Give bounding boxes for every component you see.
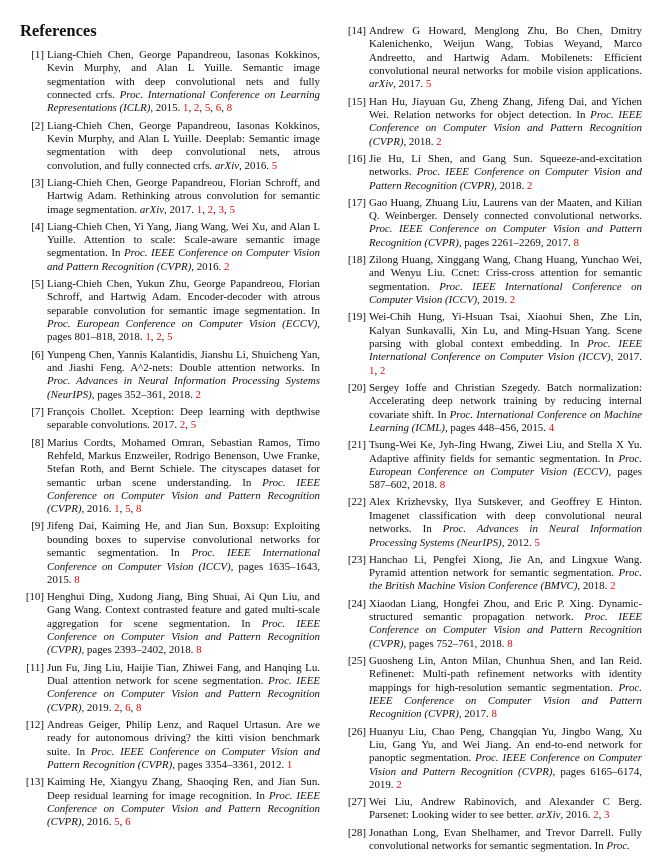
reference-venue: arXiv: [214, 159, 240, 172]
page-backref-link[interactable]: , 5: [185, 419, 196, 431]
reference-entry: [342, 197, 642, 250]
reference-venue: Proc. IEEE Conference on Computer Vision and Pattern Recognition (CVPR): [47, 617, 320, 657]
reference-authors-title: Hanchao Li, Pengfei Xiong, Jie An, and Lingxue Wang. Pyramid attention network for semantic segmentation.: [369, 553, 642, 580]
reference-number: [5]: [31, 278, 44, 291]
reference-entry: [20, 221, 320, 274]
reference-number: [22]: [347, 496, 366, 509]
page-backref-link[interactable]: 5: [534, 536, 540, 549]
reference-entry: [342, 96, 642, 149]
reference-pages-year: , 2017.: [164, 203, 197, 216]
reference-pages-year: , pages 2261–2269, 2017.: [458, 236, 574, 249]
reference-venue: Proc. IEEE International Conference on Computer Vision (ICCV): [369, 280, 642, 307]
reference-authors-title: Wei-Chih Hung, Yi-Hsuan Tsai, Xiaohui Shen, Zhe Lin, Kalyan Sunkavalli, Xin Lu, and Ming-Hsuan Yang. Scene parsing with global context embedding. In: [369, 311, 642, 351]
reference-authors-title: Liang-Chieh Chen, George Papandreou, Iasonas Kokkinos, Kevin Murphy, and Alan L Yuille. Semantic image segmentation with deep convolutional nets and fully connected crfs.: [47, 49, 320, 102]
reference-authors-title: Yunpeng Chen, Yannis Kalantidis, Jianshu Li, Shuicheng Yan, and Jiashi Feng. A^2-nets: Double attention networks. In: [47, 348, 320, 375]
page-backref-link[interactable]: , 2: [188, 102, 199, 114]
reference-pages-year: , pages 352–361, 2018.: [91, 388, 196, 401]
page-backref-link[interactable]: , 8: [221, 102, 232, 114]
reference-venue: Proc. European Conference on Computer Vision (ECCV): [369, 452, 642, 478]
reference-venue: Proc. European Conference on Computer Vision (ECCV): [47, 318, 318, 331]
reference-pages-year: , 2015.: [150, 102, 184, 115]
reference-venue: Proc. IEEE Conference on Computer Vision and Pattern Recognition (CVPR): [369, 611, 643, 650]
reference-number: [26]: [347, 725, 366, 738]
page-backref-link[interactable]: , 5: [224, 204, 235, 216]
reference-authors-title: Liang-Chieh Chen, George Papandreou, Florian Schroff, and Hartwig Adam. Rethinking atrous convolution for semantic image segmentation.: [47, 176, 320, 216]
reference-number: [23]: [347, 553, 366, 566]
page-backref-link[interactable]: 8: [439, 479, 446, 492]
page-backref-link[interactable]: , 2: [202, 204, 213, 216]
page-backref-link[interactable]: 2: [610, 580, 616, 593]
reference-entry: [342, 311, 642, 378]
reference-entry: [342, 655, 642, 722]
reference-authors-title: Liang-Chieh Chen, Yukun Zhu, George Papandreou, Florian Schroff, and Hartwig Adam. Encoder-decoder with atrous separable convolution for semantic image segmentation. In: [47, 278, 320, 317]
page-backref-link[interactable]: 2: [396, 778, 402, 791]
reference-number: [17]: [347, 196, 366, 209]
reference-number: [14]: [347, 25, 366, 37]
page-backref-link[interactable]: , 6: [120, 816, 131, 828]
reference-pages-year: , pages 1635–1643, 2015.: [47, 560, 320, 586]
reference-pages-year: , pages 801–818, 2018.: [47, 318, 320, 344]
reference-entry: [20, 177, 320, 217]
reference-number: [13]: [25, 776, 44, 789]
reference-venue: Proc. International Conference on Learning Representations (ICLR): [47, 89, 320, 115]
reference-number: [28]: [347, 826, 366, 839]
reference-authors-title: Guosheng Lin, Anton Milan, Chunhua Shen, and Ian Reid. Refinenet: Multi-path refinement networks with identity mappings for high-resolution semantic segmentation.: [369, 654, 642, 694]
reference-pages-year: , 2016.: [191, 260, 224, 273]
left-column: [20, 0, 320, 833]
reference-entry: [20, 776, 320, 829]
reference-pages-year: , pages 587–602, 2018.: [369, 465, 642, 492]
reference-entry: [342, 598, 642, 651]
page-backref-link[interactable]: 1: [114, 503, 120, 516]
page-backref-link[interactable]: , 6: [120, 702, 131, 714]
reference-authors-title: Huanyu Liu, Chao Peng, Changqian Yu, Jingbo Wang, Xu Liu, Gang Yu, and Wei Jiang. An end-to-end network for panoptic segmentation.: [369, 725, 642, 765]
reference-entry: [20, 349, 320, 402]
reference-entry: [20, 406, 320, 433]
page-backref-link[interactable]: 2: [195, 388, 201, 401]
reference-authors-title: Wei Liu, Andrew Rabinovich, and Alexander C Berg. Parsenet: Looking wider to see better.: [369, 796, 642, 822]
reference-list-left: [20, 49, 320, 830]
reference-authors-title: Jifeng Dai, Kaiming He, and Jian Sun. Boxsup: Exploiting bounding boxes to supervise convolutional networks for semantic segmentation. In: [47, 520, 320, 560]
reference-entry: [20, 278, 320, 345]
page-backref-link[interactable]: 8: [74, 573, 80, 586]
reference-pages-year: , pages 6165–6174, 2019.: [369, 765, 643, 791]
reference-venue: Proc. the British Machine Vision Conference (BMVC): [369, 567, 642, 593]
reference-number: [18]: [347, 254, 366, 267]
reference-authors-title: Andrew G Howard, Menglong Zhu, Bo Chen, Dmitry Kalenichenko, Weijun Wang, Tobias Weyand, Marco Andreetto, and Hartwig Adam. Mobilenets: Efficient convolutional neural networks for mobile vision applications.: [369, 25, 642, 78]
page-backref-link[interactable]: 4: [548, 421, 555, 434]
reference-number: [16]: [347, 152, 366, 165]
reference-pages-year: , pages 3354–3361, 2012.: [172, 758, 287, 771]
reference-authors-title: Han Hu, Jiayuan Gu, Zheng Zhang, Jifeng Dai, and Yichen Wei. Relation networks for object detection. In: [369, 95, 642, 121]
reference-venue: Proc. IEEE International Conference on Computer Vision (ICCV): [369, 338, 642, 364]
reference-venue: arXiv: [369, 78, 394, 91]
reference-pages-year: , 2016.: [239, 159, 272, 172]
reference-venue: Proc. IEEE Conference on Computer Vision and Pattern Recognition (CVPR): [47, 789, 320, 829]
reference-number: [15]: [347, 95, 366, 108]
reference-authors-title: Sergey Ioffe and Christian Szegedy. Batch normalization: Accelerating deep network training by reducing internal covariate shift. In: [369, 381, 642, 421]
reference-venue: Proc. IEEE Conference on Computer Vision and Pattern Recognition (CVPR): [47, 675, 320, 714]
page-backref-link[interactable]: , 3: [599, 809, 610, 821]
reference-pages-year: , 2017.: [393, 78, 426, 91]
reference-number: [9]: [31, 520, 44, 533]
reference-pages-year: , pages 752–761, 2018.: [403, 637, 508, 650]
references-heading: References: [20, 21, 97, 40]
reference-authors-title: Marius Cordts, Mohamed Omran, Sebastian Ramos, Timo Rehfeld, Markus Enzweiler, Rodrigo Benenson, Uwe Franke, Stefan Roth, and Bernt Schiele. The cityscapes dataset for semantic urban scene understanding. In: [47, 436, 320, 489]
reference-entry: [20, 662, 320, 715]
page-backref-link[interactable]: 2: [593, 809, 599, 822]
reference-venue: Proc. IEEE Conference on Computer Vision and Pattern Recognition (CVPR): [369, 108, 643, 148]
reference-number: [4]: [31, 220, 44, 233]
reference-venue: Proc. IEEE Conference on Computer Vision and Pattern Recognition (CVPR): [47, 247, 320, 273]
reference-pages-year: , 2016.: [81, 503, 115, 516]
page-backref-link[interactable]: , 3: [213, 204, 224, 216]
page-backref-link[interactable]: 8: [573, 236, 579, 249]
reference-entry: [342, 254, 642, 307]
page-backref-link[interactable]: 5: [114, 816, 120, 829]
reference-number: [10]: [25, 591, 44, 604]
page-backref-link[interactable]: 1: [145, 331, 151, 344]
reference-venue: Proc. IEEE Conference on Computer Vision and Pattern Recognition (CVPR): [369, 681, 642, 721]
reference-pages-year: , 2018.: [577, 580, 611, 593]
reference-number: [20]: [347, 381, 366, 394]
reference-entry: [342, 25, 642, 92]
reference-number: [24]: [347, 597, 366, 610]
reference-authors-title: François Chollet. Xception: Deep learning with depthwise separable convolutions. 2017.: [47, 405, 320, 432]
reference-entry: [342, 827, 642, 854]
reference-pages-year: , 2016.: [81, 816, 115, 829]
reference-authors-title: Liang-Chieh Chen, George Papandreou, Iasonas Kokkinos, Kevin Murphy, and Alan L Yuille. Deeplab: Semantic image segmentation with deep convolutional nets, atrous convolution, and fully connected crfs.: [47, 119, 320, 172]
page-backref-link[interactable]: 1: [369, 364, 375, 377]
reference-venue: Proc. International Conference on Machine Learning (ICML): [369, 408, 643, 434]
page-backref-link[interactable]: 2: [179, 419, 186, 432]
reference-number: [7]: [31, 405, 44, 418]
page-backref-link[interactable]: 1: [196, 203, 203, 216]
reference-entry: [342, 153, 642, 193]
reference-pages-year: , 2017.: [610, 351, 642, 364]
reference-pages-year: , 2012.: [501, 536, 535, 549]
reference-entry: [20, 719, 320, 772]
page-backref-link[interactable]: 2: [114, 701, 120, 714]
reference-venue: Proc. IEEE Conference on Computer Vision and Pattern Recognition (CVPR): [47, 476, 320, 516]
reference-venue: Proc. Advances in Neural Information Processing Systems (NeurIPS): [369, 523, 642, 549]
reference-number: [8]: [31, 436, 44, 449]
page-backref-link[interactable]: , 5: [120, 503, 131, 515]
reference-number: [3]: [31, 176, 44, 189]
reference-number: [21]: [347, 439, 366, 452]
column-top-margin: [342, 0, 642, 25]
reference-number: [25]: [347, 654, 366, 667]
page-backref-link[interactable]: , 8: [131, 702, 142, 714]
reference-authors-title: Jie Hu, Li Shen, and Gang Sun. Squeeze-and-excitation networks.: [369, 152, 642, 179]
reference-list-right: [342, 25, 642, 853]
reference-venue: Proc. Advances in Neural Information Processing Systems (NeurIPS): [47, 375, 320, 401]
reference-pages-year: , 2016.: [560, 809, 594, 822]
reference-entry: [20, 120, 320, 173]
reference-number: [6]: [31, 348, 44, 361]
reference-entry: [342, 496, 642, 549]
reference-pages-year: , 2019.: [81, 701, 115, 714]
reference-pages-year: , 2019.: [477, 294, 510, 307]
reference-number: [11]: [26, 661, 44, 674]
page-backref-link[interactable]: 8: [491, 708, 497, 721]
page-backref-link[interactable]: , 5: [162, 331, 173, 343]
reference-entry: [20, 437, 320, 517]
page-backref-link[interactable]: 1: [183, 102, 189, 115]
reference-authors-title: Gao Huang, Zhuang Liu, Laurens van der Maaten, and Kilian Q. Weinberger. Densely connected convolutional networks.: [369, 196, 642, 223]
page-backref-link[interactable]: 1: [286, 758, 293, 771]
reference-venue: Proc. IEEE Conference on Computer Vision and Pattern Recognition (CVPR): [369, 752, 642, 778]
page-backref-link[interactable]: 5: [271, 159, 278, 172]
reference-entry: [342, 726, 642, 793]
page-backref-link[interactable]: , 6: [210, 102, 221, 114]
right-column: [342, 0, 642, 857]
page-backref-link[interactable]: , 2: [151, 331, 162, 343]
reference-pages-year: , pages 2393–2402, 2018.: [81, 644, 197, 657]
reference-venue: Proc. IEEE Conference on Computer Vision and Pattern Recognition (CVPR): [369, 223, 642, 249]
reference-authors-title: Jonathan Long, Evan Shelhamer, and Trevor Darrell. Fully convolutional networks for semantic segmentation. In: [369, 826, 642, 853]
reference-number: [27]: [347, 796, 366, 809]
page-backref-link[interactable]: 2: [509, 294, 516, 307]
reference-entry: [342, 439, 642, 492]
reference-venue: Proc. IEEE Conference on Computer Vision and Pattern Recognition (CVPR): [369, 166, 643, 192]
reference-authors-title: Andreas Geiger, Philip Lenz, and Raquel Urtasun. Are we ready for autonomous driving? the kitti vision benchmark suite. In: [47, 718, 320, 758]
page-backref-link[interactable]: , 5: [199, 102, 210, 114]
reference-entry: [20, 520, 320, 587]
reference-pages-year: , 2018.: [403, 135, 437, 148]
reference-authors-title: Zilong Huang, Xinggang Wang, Chang Huang, Yunchao Wei, and Wenyu Liu. Ccnet: Criss-cross attention for semantic segmentation.: [369, 254, 642, 293]
reference-entry: [342, 382, 642, 435]
reference-number: [2]: [31, 119, 44, 132]
page-backref-link[interactable]: 8: [196, 644, 202, 657]
reference-venue: Proc.: [606, 840, 630, 853]
reference-entry: [342, 796, 642, 823]
page-backref-link[interactable]: 2: [436, 135, 442, 148]
reference-entry: [342, 554, 642, 594]
reference-venue: Proc. IEEE International Conference on Computer Vision (ICCV): [47, 547, 320, 573]
reference-authors-title: Henghui Ding, Xudong Jiang, Bing Shuai, Ai Qun Liu, and Gang Wang. Context contrasted feature and gated multi-scale aggregation for scene segmentation. In: [47, 591, 320, 630]
reference-number: [19]: [347, 311, 366, 324]
reference-authors-title: Kaiming He, Xiangyu Zhang, Shaoqing Ren, and Jian Sun. Deep residual learning for image recognition. In: [47, 776, 320, 802]
reference-entry: [20, 49, 320, 116]
page-backref-link[interactable]: 8: [507, 637, 513, 650]
page-backref-link[interactable]: 5: [425, 78, 432, 91]
reference-authors-title: Xiaodan Liang, Hongfei Zhou, and Eric P. Xing. Dynamic-structured semantic propagation network.: [369, 597, 642, 623]
reference-authors-title: Alex Krizhevsky, Ilya Sutskever, and Geoffrey E Hinton. Imagenet classification with deep convolutional neural networks. In: [369, 496, 642, 536]
reference-pages-year: , 2017.: [458, 708, 492, 721]
page-backref-link[interactable]: 2: [526, 179, 533, 192]
reference-venue: arXiv: [536, 809, 561, 822]
reference-pages-year: , 2018.: [494, 179, 527, 192]
page-backref-link[interactable]: , 2: [374, 365, 385, 377]
reference-number: [1]: [31, 49, 44, 61]
reference-number: [12]: [25, 718, 44, 731]
reference-pages-year: , pages 448–456, 2015.: [444, 421, 549, 434]
reference-entry: [20, 591, 320, 658]
page-backref-link[interactable]: 2: [223, 260, 230, 273]
reference-authors-title: Liang-Chieh Chen, Yi Yang, Jiang Wang, Wei Xu, and Alan L Yuille. Attention to scale: Scale-aware semantic image segmentation. In: [47, 220, 320, 260]
page-backref-link[interactable]: , 8: [131, 503, 142, 515]
reference-venue: arXiv: [139, 203, 165, 216]
reference-venue: Proc. IEEE Conference on Computer Vision and Pattern Recognition (CVPR): [47, 745, 321, 771]
reference-authors-title: Tsung-Wei Ke, Jyh-Jing Hwang, Ziwei Liu, and Stella X Yu. Adaptive affinity fields for semantic segmentation. In: [369, 439, 642, 465]
reference-authors-title: Jun Fu, Jing Liu, Haijie Tian, Zhiwei Fang, and Hanqing Lu. Dual attention network for scene segmentation.: [47, 661, 320, 688]
